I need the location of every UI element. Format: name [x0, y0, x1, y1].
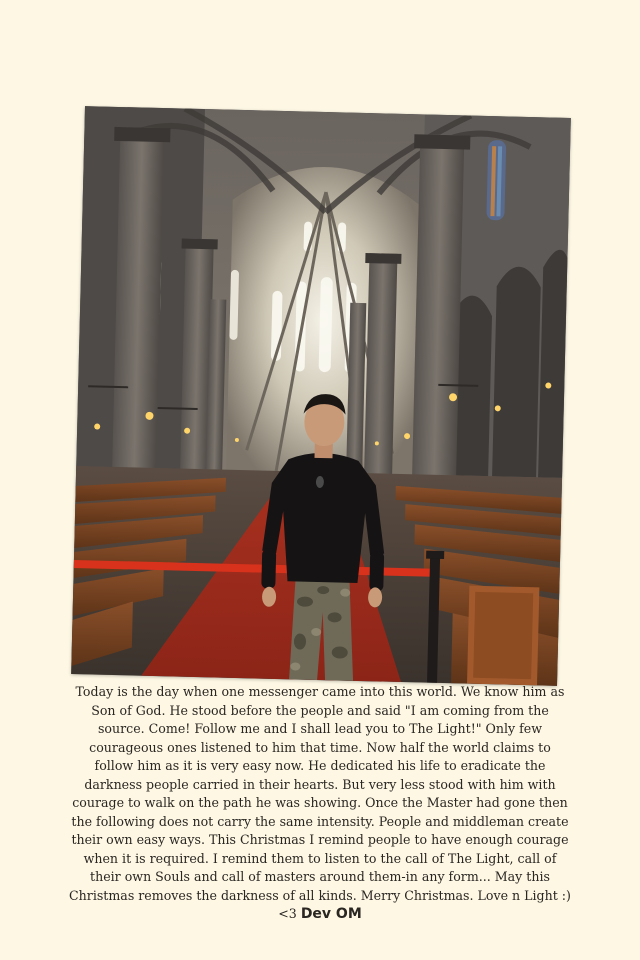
cathedral-photo	[71, 106, 571, 686]
signature: Dev OM	[300, 906, 362, 922]
caption-message: Today is the day when one messenger came into this world. We know him as Son of God. He stood before the people and said "I am coming from the source. Come! Follow me and I shall lead you to The Light!" Only few courageous ones listened to him that time. Now half the world claims to follow him as it is very easy now. He dedicated his life to eradicate the darkness people carried in their hearts. But very less stood with him with courage to walk on the path he was showing. Once the Master had gone then the following does not carry the same intensity. People and middleman create their own easy ways. This Christmas I remind people to have enough courage when it is required. I remind them to listen to the call of The Light, call of their own Souls and call of masters around them-in any form... May this Christmas removes the darkness of all kinds. Merry Christmas. Love n Light :) <3	[69, 684, 571, 921]
cathedral-interior-illustration	[71, 106, 571, 686]
caption-text-block	[68, 683, 572, 924]
